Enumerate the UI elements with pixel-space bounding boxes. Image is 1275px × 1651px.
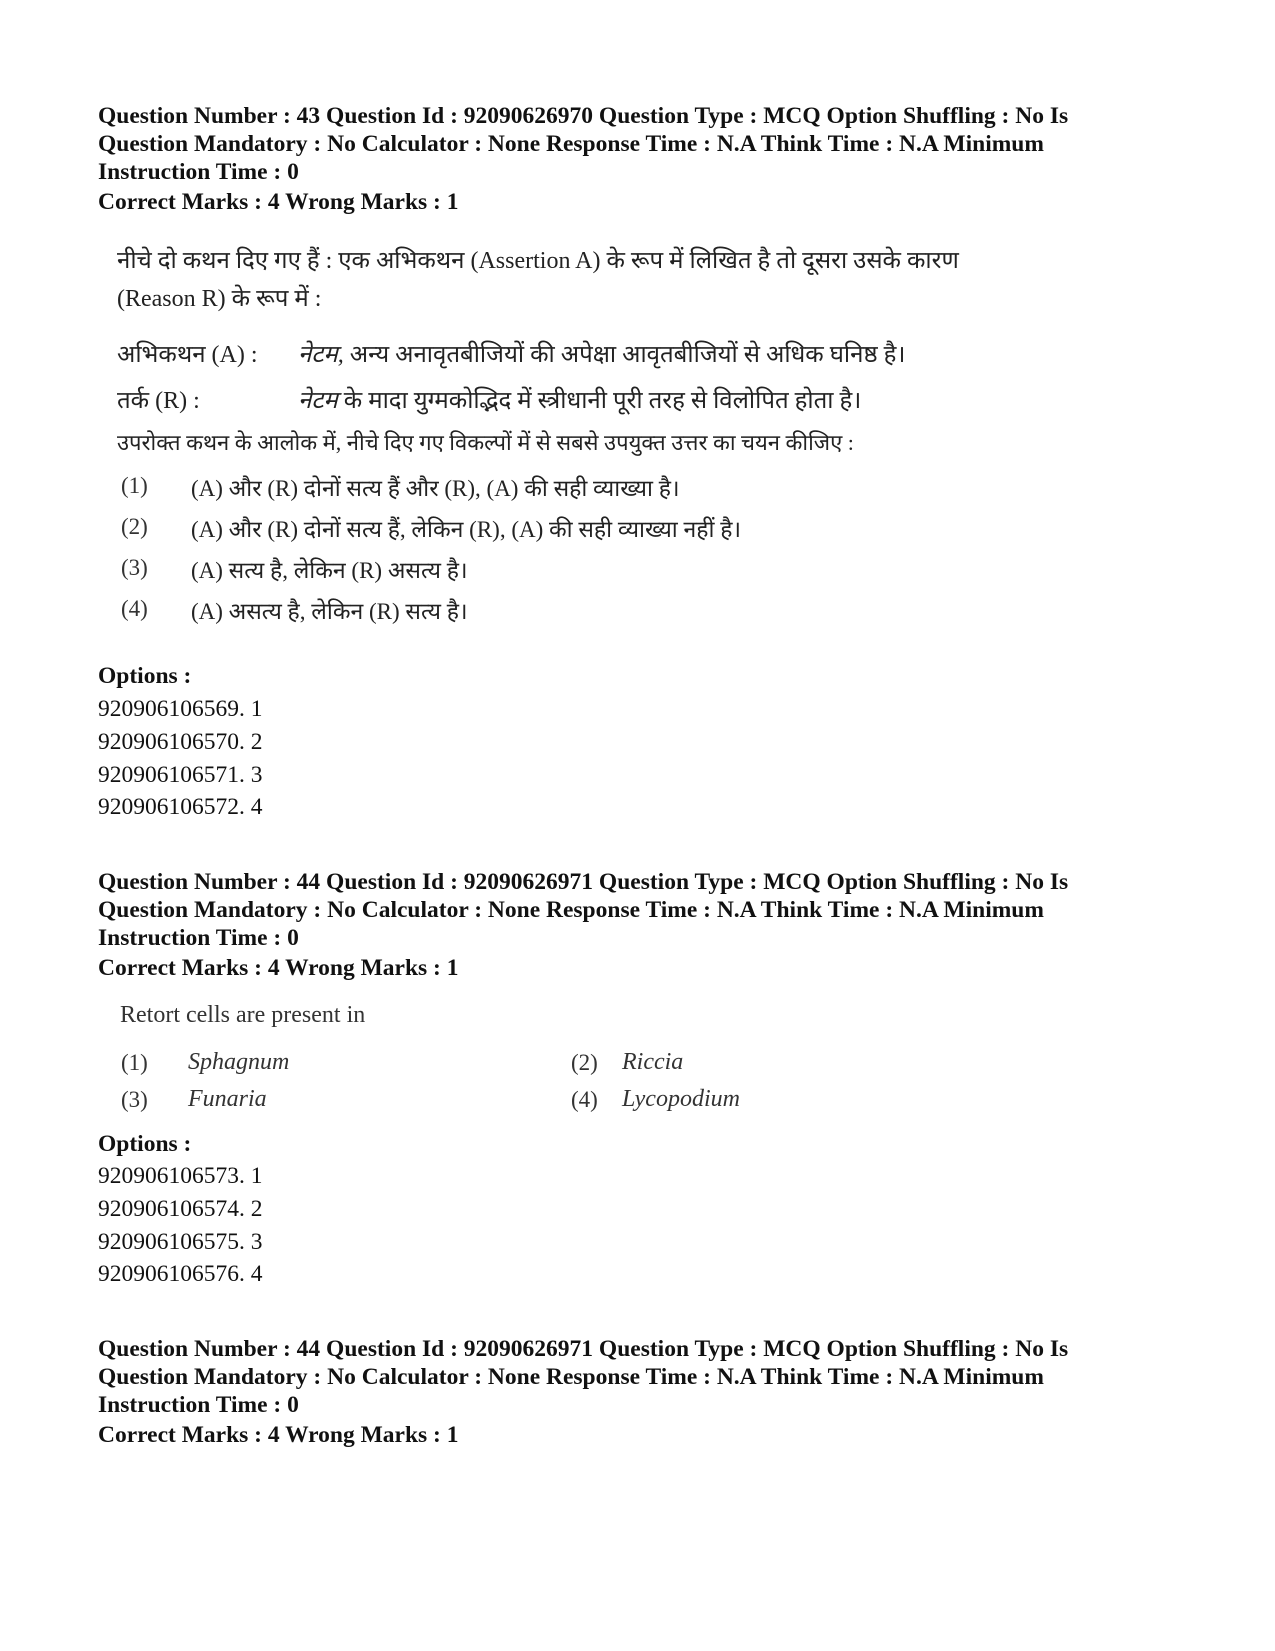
q43-choice-num-4: (4) xyxy=(121,596,148,621)
q44-choice-text-1: Sphagnum xyxy=(188,1049,290,1075)
q44-option-1: 920906106573. 1 xyxy=(98,1163,263,1189)
q44-stem: Retort cells are present in xyxy=(120,1002,366,1028)
q43-prompt: उपरोक्त कथन के आलोक में, नीचे दिए गए विकल्पों में से सबसे उपयुक्त उत्तर का चयन कीजिए : xyxy=(117,430,854,455)
q44-options-title: Options : xyxy=(98,1131,192,1157)
q43-option-4: 920906106572. 4 xyxy=(98,794,263,820)
q43-reason-text: के मादा युग्मकोद्भिद में स्त्रीधानी पूरी तरह से विलोपित होता है। xyxy=(343,388,862,414)
q43-options-title: Options : xyxy=(98,663,192,689)
q44-meta-line2: Question Mandatory : No Calculator : None Response Time : N.A Think Time : N.A Minimum xyxy=(98,897,1044,923)
q44-option-4: 920906106576. 4 xyxy=(98,1261,263,1287)
q44-marks: Correct Marks : 4 Wrong Marks : 1 xyxy=(98,955,459,981)
q44-choice-num-2: (2) xyxy=(571,1050,598,1075)
q43-assertion-statement xyxy=(298,337,905,370)
q43-option-1: 920906106569. 1 xyxy=(98,696,263,722)
q43-intro-line2: (Reason R) के रूप में : xyxy=(117,286,322,312)
q43-choice-text-4: (A) असत्य है, लेकिन (R) सत्य है। xyxy=(191,599,468,624)
q43-choice-text-1: (A) और (R) दोनों सत्य हैं और (R), (A) की सही व्याख्या है। xyxy=(191,476,680,501)
q44-meta xyxy=(98,868,1158,952)
q44-option-3: 920906106575. 3 xyxy=(98,1229,263,1255)
q43-meta-line1: Question Number : 43 Question Id : 92090626970 Question Type : MCQ Option Shuffling : No Is xyxy=(98,103,1069,129)
q44-choice-num-3: (3) xyxy=(121,1087,148,1112)
q43-choice-text-2: (A) और (R) दोनों सत्य हैं, लेकिन (R), (A) की सही व्याख्या नहीं है। xyxy=(191,517,742,542)
q43-reason-word: नेटम xyxy=(298,388,338,414)
q43-meta-line2: Question Mandatory : No Calculator : None Response Time : N.A Think Time : N.A Minimum xyxy=(98,131,1044,157)
q43-meta xyxy=(98,102,1158,186)
q43-choice-num-1: (1) xyxy=(121,473,148,498)
q43-reason-label: तर्क (R) : xyxy=(117,388,200,414)
q43-reason-statement xyxy=(298,383,861,416)
q43-option-3: 920906106571. 3 xyxy=(98,762,263,788)
q43-assertion-word: नेटम, xyxy=(298,342,344,368)
q44-option-2: 920906106574. 2 xyxy=(98,1196,263,1222)
q43-choice-num-3: (3) xyxy=(121,555,148,580)
q43-meta-line3: Instruction Time : 0 xyxy=(98,159,299,185)
q43-assertion-text: अन्य अनावृतबीजियों की अपेक्षा आवृतबीजियों से अधिक घनिष्ठ है। xyxy=(349,342,906,368)
q43-intro-line1: नीचे दो कथन दिए गए हैं : एक अभिकथन (Assertion A) के रूप में लिखित है तो दूसरा उसके कारण xyxy=(117,248,959,274)
q44-meta-line3: Instruction Time : 0 xyxy=(98,925,299,951)
q44-repeat-meta xyxy=(98,1335,1158,1419)
q44-repeat-meta-line1: Question Number : 44 Question Id : 92090626971 Question Type : MCQ Option Shuffling : No Is xyxy=(98,1336,1069,1362)
q43-choice-num-2: (2) xyxy=(121,514,148,539)
q44-repeat-meta-line2: Question Mandatory : No Calculator : None Response Time : N.A Think Time : N.A Minimum xyxy=(98,1364,1044,1390)
q44-meta-line1: Question Number : 44 Question Id : 92090626971 Question Type : MCQ Option Shuffling : No Is xyxy=(98,869,1069,895)
q44-choice-num-1: (1) xyxy=(121,1050,148,1075)
q44-choice-text-3: Funaria xyxy=(188,1086,267,1112)
q44-choice-text-4: Lycopodium xyxy=(622,1086,740,1112)
q44-repeat-marks: Correct Marks : 4 Wrong Marks : 1 xyxy=(98,1422,459,1448)
q44-choice-text-2: Riccia xyxy=(622,1049,684,1075)
q43-option-2: 920906106570. 2 xyxy=(98,729,263,755)
q43-marks: Correct Marks : 4 Wrong Marks : 1 xyxy=(98,189,459,215)
q43-assertion-label: अभिकथन (A) : xyxy=(117,342,258,368)
q44-choice-num-4: (4) xyxy=(571,1087,598,1112)
q43-choice-text-3: (A) सत्य है, लेकिन (R) असत्य है। xyxy=(191,558,468,583)
q44-repeat-meta-line3: Instruction Time : 0 xyxy=(98,1392,299,1418)
